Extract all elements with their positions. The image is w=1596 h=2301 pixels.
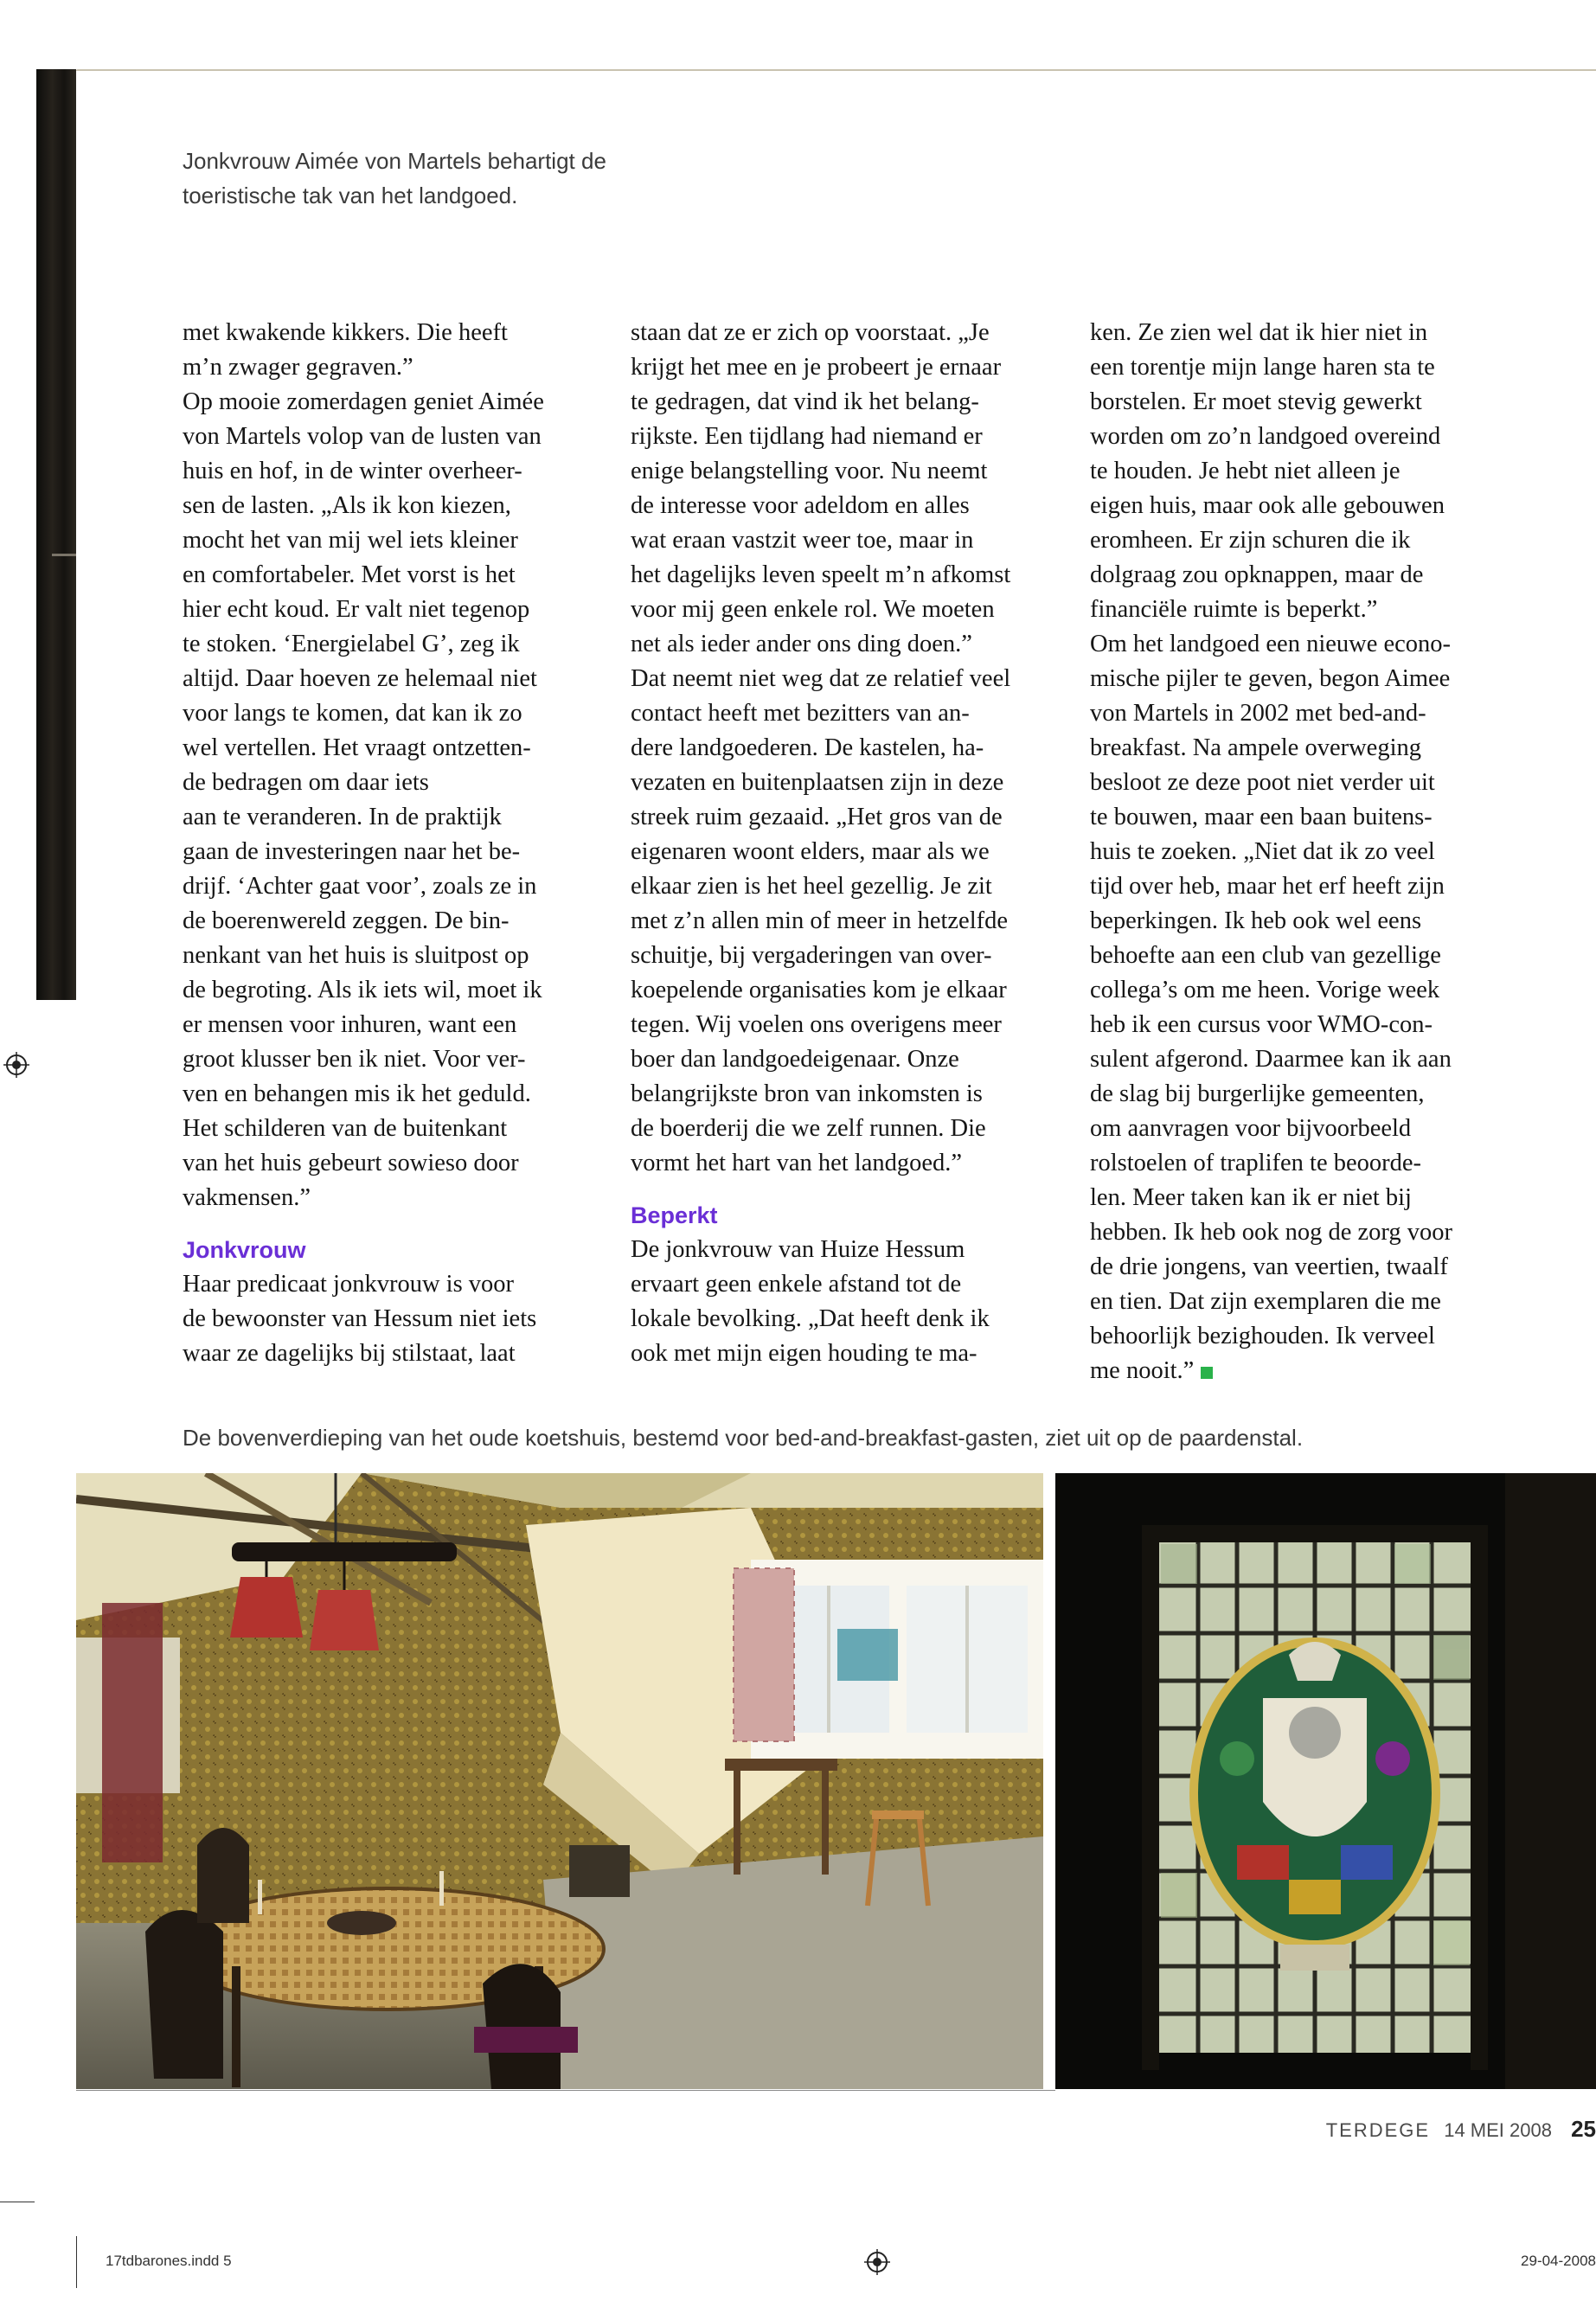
body-text: ken. Ze zien wel dat ik hier niet in een torentje mijn lange haren sta te borstelen. Er moet stevig gewerkt worden om zo’n landgoed overeind te houden. Je hebt niet alleen je eigen huis, maar ook alle gebouwen eromheen. Er zijn schuren die ik dolgraag zou opknappen, maar de financiële ruimte is beperkt.” Om het landgoed een nieuwe econo- mische pijler te geven, begon Aimee von Martels in 2002 met bed-and- breakfast. Na ampele overweging besloot ze deze poot niet verder uit te bouwen, maar een baan buitens- huis te zoeken. „Niet dat ik zo veel tijd over heb, maar het erf heeft zijn beperkingen. Ik heb ook wel eens behoefte aan een club van gezellige collega’s om me heen. Vorige week heb ik een cursus voor WMO-con- sulent afgerond. Daarmee kan ik aan de slag bij burgerlijke gemeenten, om aanvragen voor bijvoorbeeld rolstoelen of traplifen te beoorde- len. Meer taken kan ik er niet bij hebben. Ik heb ook nog de zorg voor de drie jongens, van veertien, twaalf en tien. Dat zijn exemplaren die me behoorlijk bezighouden. Ik verveel me nooit.” (1090, 319, 1452, 1384)
stained-glass-photo (1055, 1473, 1596, 2089)
top-photo-caption: Jonkvrouw Aimée von Martels behartigt de toeristische tak van het landgoed. (183, 148, 606, 208)
issue-date: 14 MEI 2008 (1444, 2119, 1552, 2141)
subhead-beperkt: Beperkt (631, 1202, 718, 1228)
article-column-1 (183, 316, 619, 1371)
end-of-article-icon (1201, 1367, 1213, 1379)
body-text-end (1090, 316, 1527, 1388)
slug-filename: 17tdbarones.indd 5 (106, 2253, 232, 2269)
body-text: met kwakende kikkers. Die heeft m’n zwager gegraven.” Op mooie zomerdagen geniet Aimée von Martels volop van de lusten van huis en hof, in de winter overheer- sen de lasten. „Als ik kon kiezen, mocht het van mij wel iets kleiner en comfortabeler. Met vorst is het hier echt koud. Er valt niet tegenop te stoken. ‘Energielabel G’, zeg ik altijd. Daar hoeven ze helemaal niet voor langs te komen, dat kan ik zo wel vertellen. Het vraagt ontzetten- de bedragen om daar iets aan te veranderen. In de praktijk gaan de investeringen naar het be- drijf. ‘Achter gaat voor’, zoals ze in de boerenwereld zeggen. De bin- nenkant van het huis is sluitpost op de begroting. Als ik iets wil, moet ik er mensen voor inhuren, want een groot klusser ben ik niet. Voor ver- ven en behangen mis ik het geduld. Het schilderen van de buitenkant van het huis gebeurt sowieso door vakmensen.” (183, 319, 544, 1211)
body-text: staan dat ze er zich op voorstaat. „Je krijgt het mee en je probeert je ernaar te gedragen, dat vind ik het belang- rijkste. Een tijdlang had niemand er enige belangstelling voor. Nu neemt de interesse voor adeldom en alles wat eraan vastzit weer toe, maar in het dagelijks leven speelt m’n afkomst voor mij geen enkele rol. We moeten net als ieder ander ons ding doen.” Dat neemt niet weg dat ze relatief veel contact heeft met bezitters van an- dere landgoederen. De kastelen, ha- vezaten en buitenplaatsen zijn in deze streek ruim gezaaid. „Het gros van de eigenaren woont elders, maar als we elkaar zien is het heel gezellig. Je zit met z’n allen min of meer in hetzelfde schuitje, bij vergaderingen van over- koepelende organisaties kom je elkaar tegen. Wij voelen ons overigens meer boer dan landgoedeigenaar. Onze belangrijkste bron van inkomsten is de boerderij die we zelf runnen. Die vormt het hart van het landgoed.” (631, 319, 1011, 1176)
slug-print-date: 29-04-2008 (1521, 2253, 1596, 2269)
running-footer (1326, 2116, 1596, 2143)
photo-base-rule (76, 2090, 1055, 2091)
dining-room-photo (76, 1473, 1043, 2089)
crop-mark (76, 2236, 77, 2288)
article-column-2 (631, 316, 1067, 1371)
magazine-name: TERDEGE (1325, 2119, 1431, 2141)
registration-mark-icon (3, 1052, 29, 1078)
bottom-photo-caption: De bovenverdieping van het oude koetshuis, bestemd voor bed-and-breakfast-gasten, ziet uit op de paardenstal. (183, 1425, 1304, 1451)
article-column-3 (1090, 316, 1527, 1388)
previous-page-photo-edge (36, 69, 76, 1000)
page-number: 25 (1571, 2116, 1596, 2142)
body-text: De jonkvrouw van Huize Hessum ervaart geen enkele afstand tot de lokale bevolking. „Dat heeft denk ik ook met mijn eigen houding te ma- (631, 1236, 990, 1367)
registration-mark-icon (864, 2249, 890, 2275)
subhead-jonkvrouw: Jonkvrouw (183, 1237, 306, 1263)
body-text: Haar predicaat jonkvrouw is voor de bewoonster van Hessum niet iets waar ze dagelijks bij stilstaat, laat (183, 1271, 537, 1367)
top-trim-rule (76, 69, 1596, 71)
